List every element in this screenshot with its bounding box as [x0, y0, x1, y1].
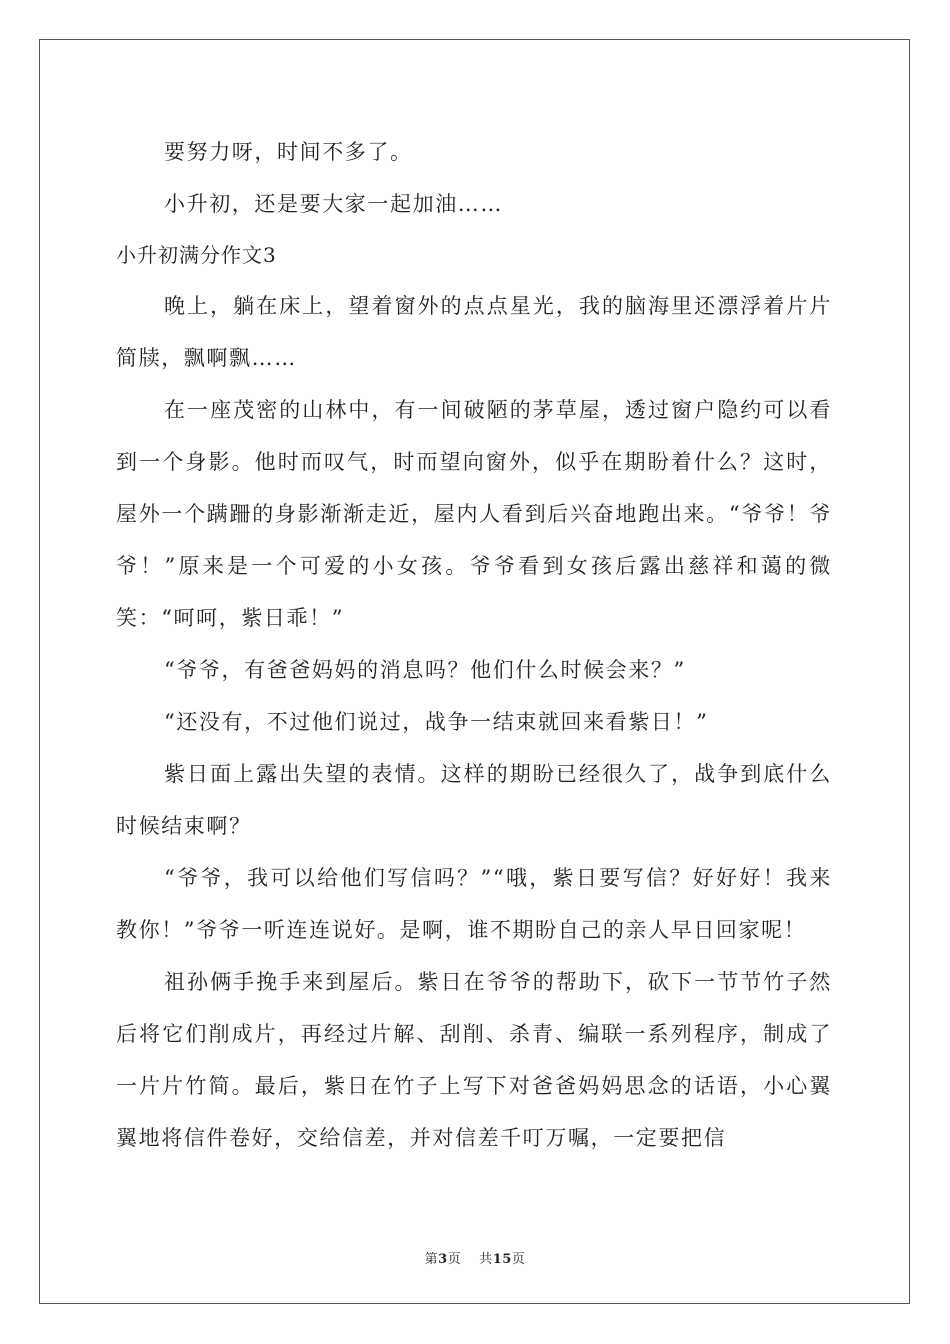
document-body [116, 126, 832, 1164]
total-suffix: 页 [511, 1252, 526, 1267]
total-prefix: 共 [479, 1252, 493, 1267]
page-footer [0, 1248, 950, 1267]
essay-title: 小升初满分作文3 [116, 243, 277, 267]
page-number: 3 [438, 1252, 448, 1267]
paragraph-5: “爷爷，有爸爸妈妈的消息吗？他们什么时候会来？” [164, 658, 686, 682]
paragraph-8: “爷爷，我可以给他们写信吗？”“哦，紫日要写信？好好好！我来教你！”爷爷一听连连说好。是啊，谁不期盼自己的亲人早日回家呢！ [116, 866, 832, 942]
page-suffix: 页 [447, 1252, 462, 1267]
paragraph-6: “还没有，不过他们说过，战争一结束就回来看紫日！” [164, 710, 709, 734]
paragraph-2: 小升初，还是要大家一起加油…… [164, 192, 503, 216]
total-pages: 15 [492, 1252, 512, 1267]
paragraph-9: 祖孙俩手挽手来到屋后。紫日在爷爷的帮助下，砍下一节节竹子然后将它们削成片，再经过片解、刮削、杀青、编联一系列程序，制成了一片片竹简。最后，紫日在竹子上写下对爸爸妈妈思念的话语，小心翼翼地将信件卷好，交给信差，并对信差千叮万嘱，一定要把信 [116, 970, 832, 1150]
paragraph-3: 晚上，躺在床上，望着窗外的点点星光，我的脑海里还漂浮着片片简牍，飘啊飘…… [116, 294, 832, 370]
paragraph-4: 在一座茂密的山林中，有一间破陋的茅草屋，透过窗户隐约可以看到一个身影。他时而叹气，时而望向窗外，似乎在期盼着什么？这时，屋外一个蹒跚的身影渐渐走近，屋内人看到后兴奋地跑出来。“爷爷！爷爷！”原来是一个可爱的小女孩。爷爷看到女孩后露出慈祥和蔼的微笑：“呵呵，紫日乖！” [116, 398, 832, 630]
paragraph-1: 要努力呀，时间不多了。 [164, 140, 413, 164]
paragraph-7: 紫日面上露出失望的表情。这样的期盼已经很久了，战争到底什么时候结束啊？ [116, 762, 832, 838]
page-prefix: 第 [424, 1252, 439, 1267]
